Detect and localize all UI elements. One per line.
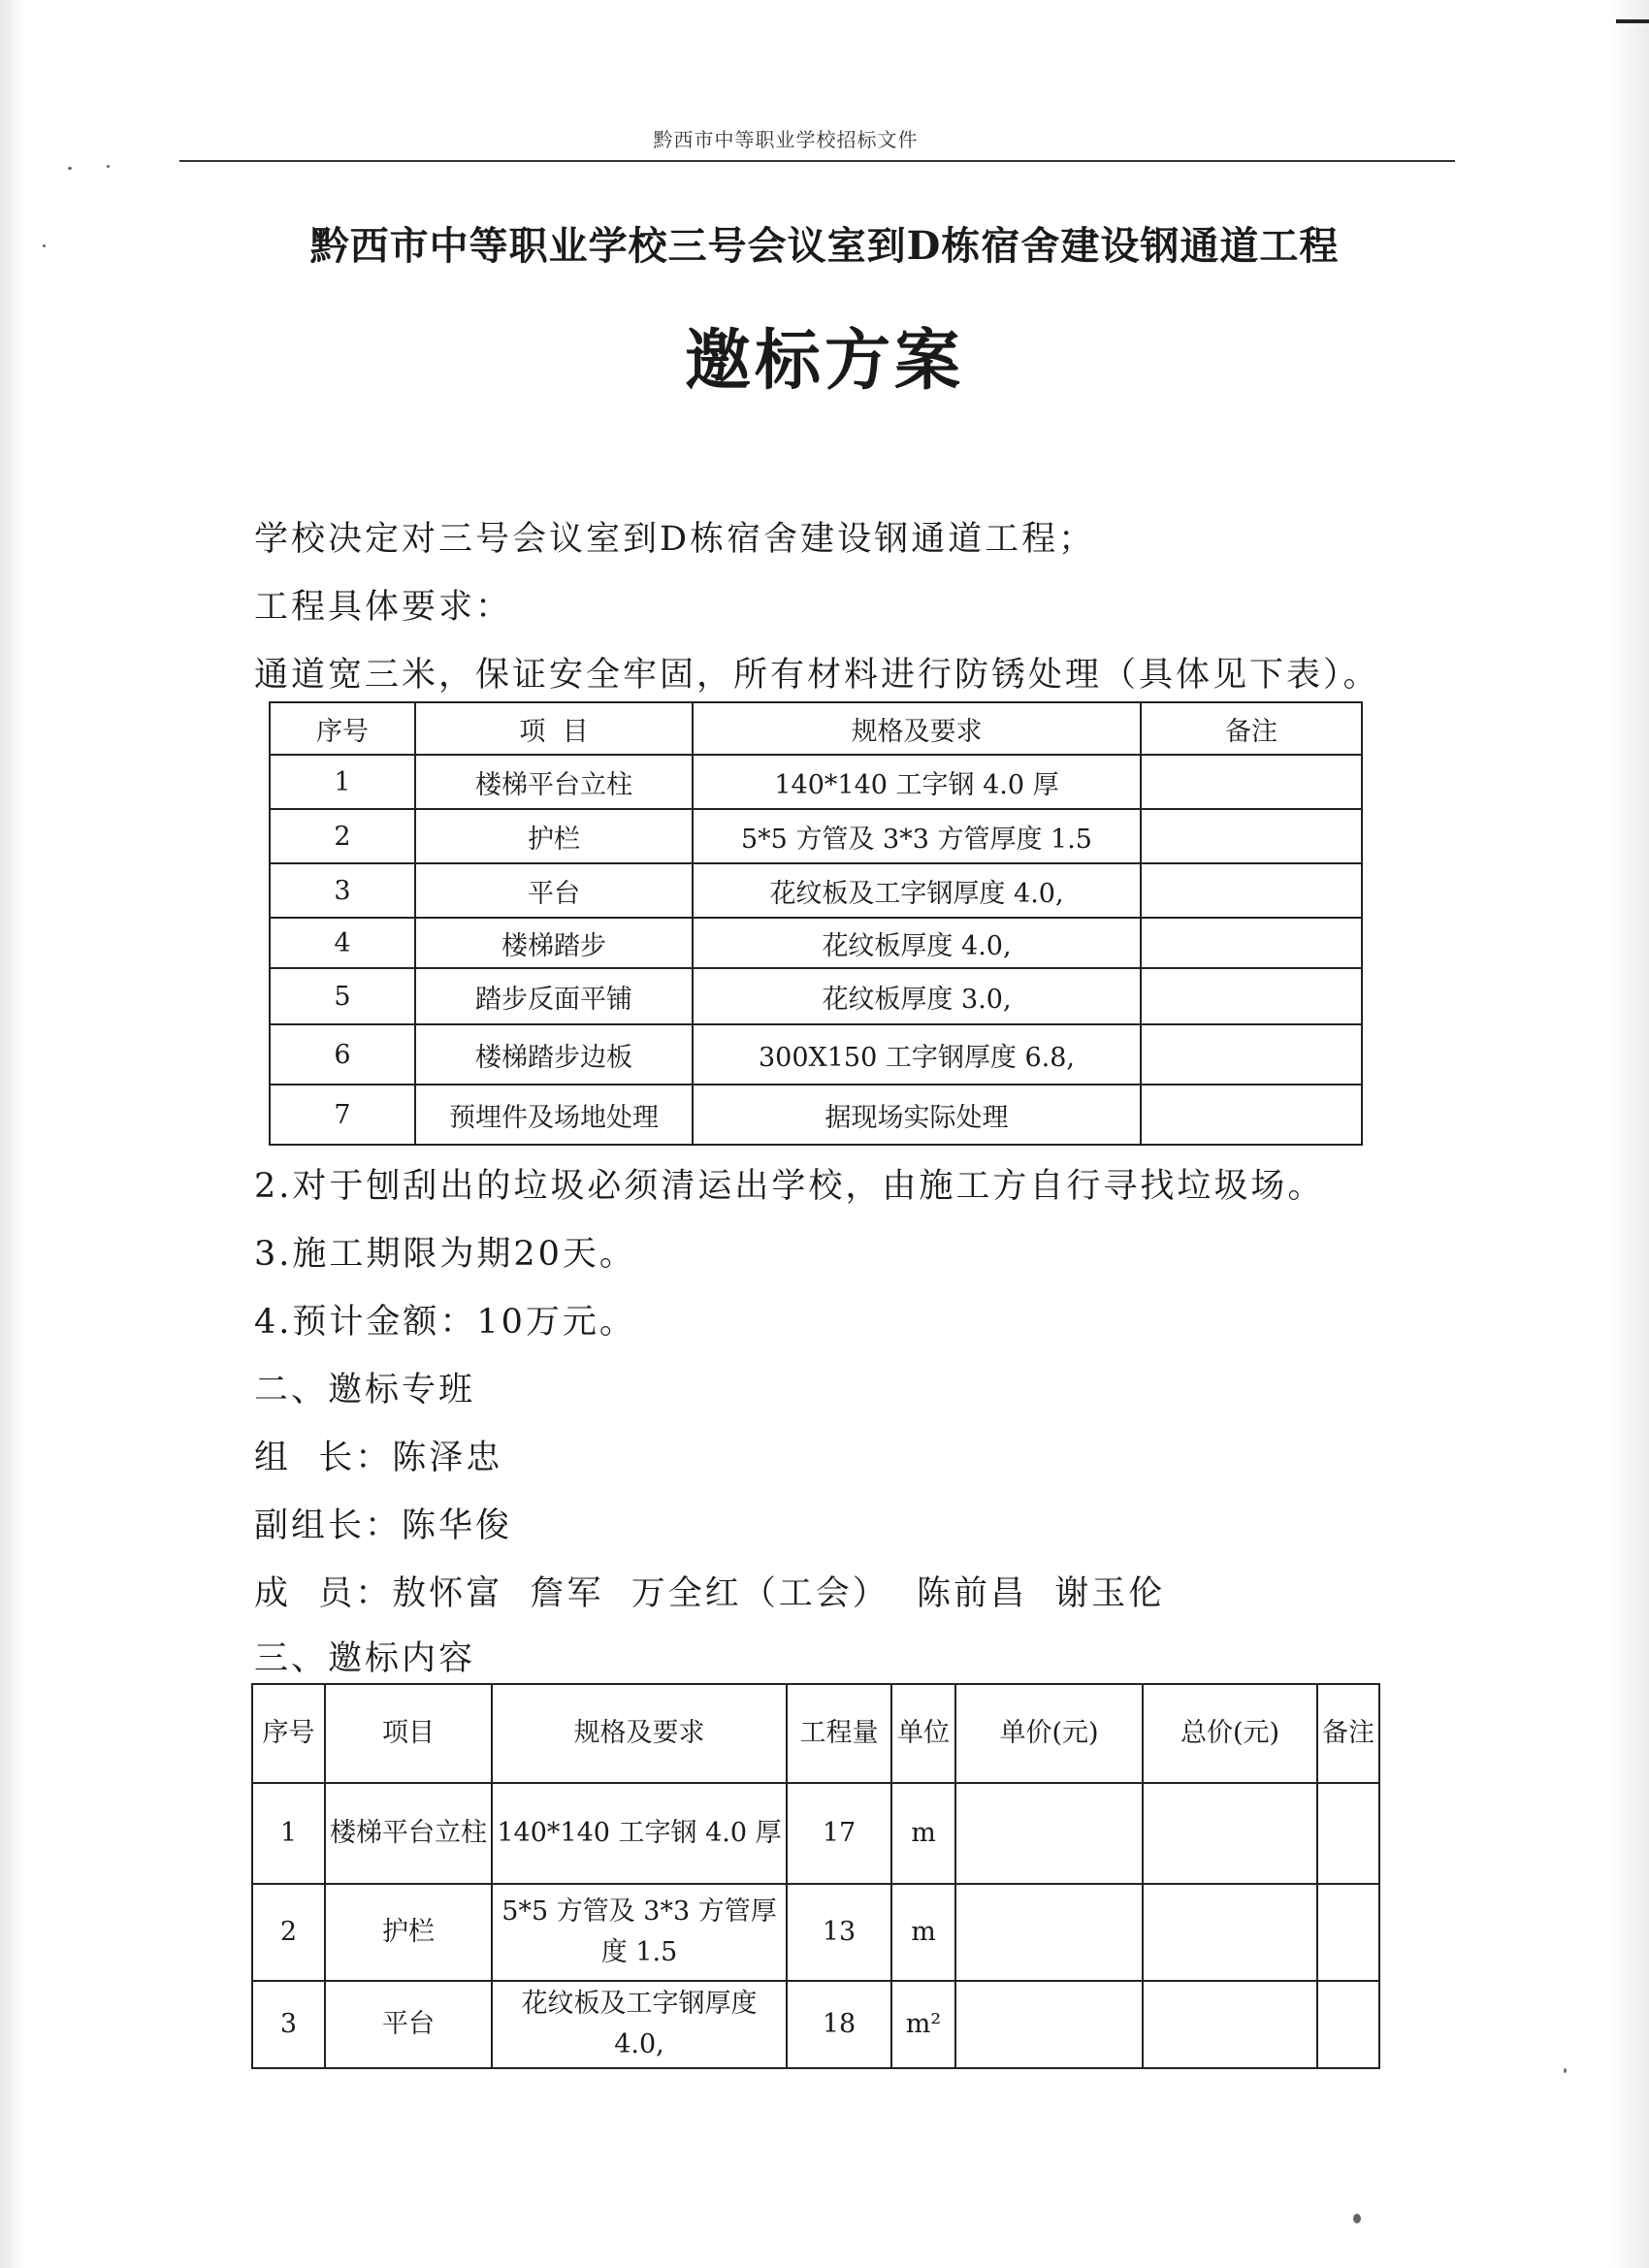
cell-note bbox=[1141, 755, 1362, 809]
section-2-heading: 二、邀标专班 bbox=[254, 1371, 476, 1409]
cell-no: 3 bbox=[270, 863, 415, 918]
header-cell: 项目 bbox=[325, 1684, 492, 1783]
header-rule bbox=[179, 160, 1455, 162]
cell-spec: 5*5 方管及 3*3 方管厚度 1.5 bbox=[492, 1884, 787, 1981]
cell-qty: 13 bbox=[787, 1884, 891, 1981]
term-item-2: 2.对于刨刮出的垃圾必须清运出学校，由施工方自行寻找垃圾场。 bbox=[254, 1167, 1325, 1206]
team-deputy: 副组长：陈华俊 bbox=[254, 1507, 513, 1545]
cell-price bbox=[955, 1884, 1143, 1981]
table-row bbox=[252, 1884, 1379, 1981]
cell-no: 4 bbox=[270, 918, 415, 968]
header-cell: 单价(元) bbox=[955, 1684, 1143, 1783]
scan-edge-mark bbox=[1616, 19, 1649, 23]
table-row bbox=[270, 1024, 1362, 1085]
table-header-row bbox=[252, 1684, 1379, 1783]
scan-speck bbox=[68, 167, 72, 170]
table-header-row bbox=[270, 702, 1362, 755]
cell-item: 平台 bbox=[325, 1981, 492, 2068]
scan-speck bbox=[1353, 2214, 1361, 2223]
cell-total bbox=[1143, 1884, 1317, 1981]
cell-spec: 300X150 工字钢厚度 6.8, bbox=[693, 1024, 1141, 1085]
header-cell: 项 目 bbox=[415, 702, 693, 755]
cell-spec: 140*140 工字钢 4.0 厚 bbox=[693, 755, 1141, 809]
header-cell: 工程量 bbox=[787, 1684, 891, 1783]
header-cell: 序号 bbox=[270, 702, 415, 755]
cell-note bbox=[1141, 809, 1362, 863]
cell-note bbox=[1317, 1981, 1379, 2068]
cell-no: 5 bbox=[270, 968, 415, 1024]
scan-speck bbox=[1564, 2068, 1567, 2073]
cell-note bbox=[1141, 968, 1362, 1024]
running-header: 黔西市中等职业学校招标文件 bbox=[653, 128, 919, 151]
cell-spec: 花纹板及工字钢厚度 4.0, bbox=[693, 863, 1141, 918]
cell-item: 楼梯踏步边板 bbox=[415, 1024, 693, 1085]
header-cell: 备注 bbox=[1317, 1684, 1379, 1783]
section-3-heading: 三、邀标内容 bbox=[254, 1639, 476, 1678]
cell-spec: 140*140 工字钢 4.0 厚 bbox=[492, 1783, 787, 1884]
bid-table bbox=[251, 1683, 1380, 2069]
table-row bbox=[252, 1783, 1379, 1884]
cell-no: 3 bbox=[252, 1981, 325, 2068]
cell-note bbox=[1317, 1783, 1379, 1884]
cell-qty: 17 bbox=[787, 1783, 891, 1884]
table-row bbox=[270, 968, 1362, 1024]
cell-spec: 据现场实际处理 bbox=[693, 1085, 1141, 1145]
scan-speck bbox=[43, 244, 46, 247]
cell-item: 楼梯踏步 bbox=[415, 918, 693, 968]
cell-unit: m² bbox=[891, 1981, 955, 2068]
intro-line-1: 学校决定对三号会议室到D栋宿舍建设钢通道工程； bbox=[254, 520, 1096, 559]
cell-total bbox=[1143, 1783, 1317, 1884]
cell-price bbox=[955, 1981, 1143, 2068]
cell-item: 楼梯平台立柱 bbox=[415, 755, 693, 809]
header-cell: 序号 bbox=[252, 1684, 325, 1783]
table-row bbox=[252, 1981, 1379, 2068]
cell-no: 7 bbox=[270, 1085, 415, 1145]
cell-no: 1 bbox=[252, 1783, 325, 1884]
cell-item: 预埋件及场地处理 bbox=[415, 1085, 693, 1145]
cell-item: 踏步反面平铺 bbox=[415, 968, 693, 1024]
cell-note bbox=[1141, 918, 1362, 968]
table-row bbox=[270, 755, 1362, 809]
term-item-4: 4.预计金额：10万元。 bbox=[254, 1303, 636, 1342]
term-item-3: 3.施工期限为期20天。 bbox=[254, 1235, 636, 1274]
cell-note bbox=[1317, 1884, 1379, 1981]
cell-no: 2 bbox=[270, 809, 415, 863]
cell-unit: m bbox=[891, 1783, 955, 1884]
header-cell: 总价(元) bbox=[1143, 1684, 1317, 1783]
cell-spec: 花纹板厚度 4.0, bbox=[693, 918, 1141, 968]
header-cell: 规格及要求 bbox=[492, 1684, 787, 1783]
cell-qty: 18 bbox=[787, 1981, 891, 2068]
cell-item: 护栏 bbox=[325, 1884, 492, 1981]
cell-total bbox=[1143, 1981, 1317, 2068]
cell-note bbox=[1141, 863, 1362, 918]
cell-no: 1 bbox=[270, 755, 415, 809]
document-title: 黔西市中等职业学校三号会议室到D栋宿舍建设钢通道工程 bbox=[309, 223, 1340, 269]
header-cell: 单位 bbox=[891, 1684, 955, 1783]
table-row bbox=[270, 918, 1362, 968]
header-cell: 规格及要求 bbox=[693, 702, 1141, 755]
cell-price bbox=[955, 1783, 1143, 1884]
table-row bbox=[270, 809, 1362, 863]
requirements-table bbox=[269, 701, 1363, 1146]
cell-item: 楼梯平台立柱 bbox=[325, 1783, 492, 1884]
header-cell: 备注 bbox=[1141, 702, 1362, 755]
cell-spec: 5*5 方管及 3*3 方管厚度 1.5 bbox=[693, 809, 1141, 863]
intro-line-2: 工程具体要求： bbox=[254, 588, 513, 627]
team-leader: 组 长：陈泽忠 bbox=[254, 1439, 503, 1477]
cell-item: 护栏 bbox=[415, 809, 693, 863]
document-heading: 邀标方案 bbox=[684, 322, 964, 400]
cell-no: 2 bbox=[252, 1884, 325, 1981]
cell-unit: m bbox=[891, 1884, 955, 1981]
cell-spec: 花纹板及工字钢厚度 4.0, bbox=[492, 1981, 787, 2068]
intro-line-3: 通道宽三米，保证安全牢固，所有材料进行防锈处理（具体见下表）。 bbox=[254, 656, 1380, 695]
cell-spec: 花纹板厚度 3.0, bbox=[693, 968, 1141, 1024]
cell-note bbox=[1141, 1024, 1362, 1085]
cell-no: 6 bbox=[270, 1024, 415, 1085]
table-row bbox=[270, 1085, 1362, 1145]
scan-speck bbox=[107, 165, 110, 168]
team-members: 成 员：敖怀富 詹军 万全红（工会） 陈前昌 谢玉伦 bbox=[254, 1574, 1166, 1613]
table-row bbox=[270, 863, 1362, 918]
cell-note bbox=[1141, 1085, 1362, 1145]
cell-item: 平台 bbox=[415, 863, 693, 918]
